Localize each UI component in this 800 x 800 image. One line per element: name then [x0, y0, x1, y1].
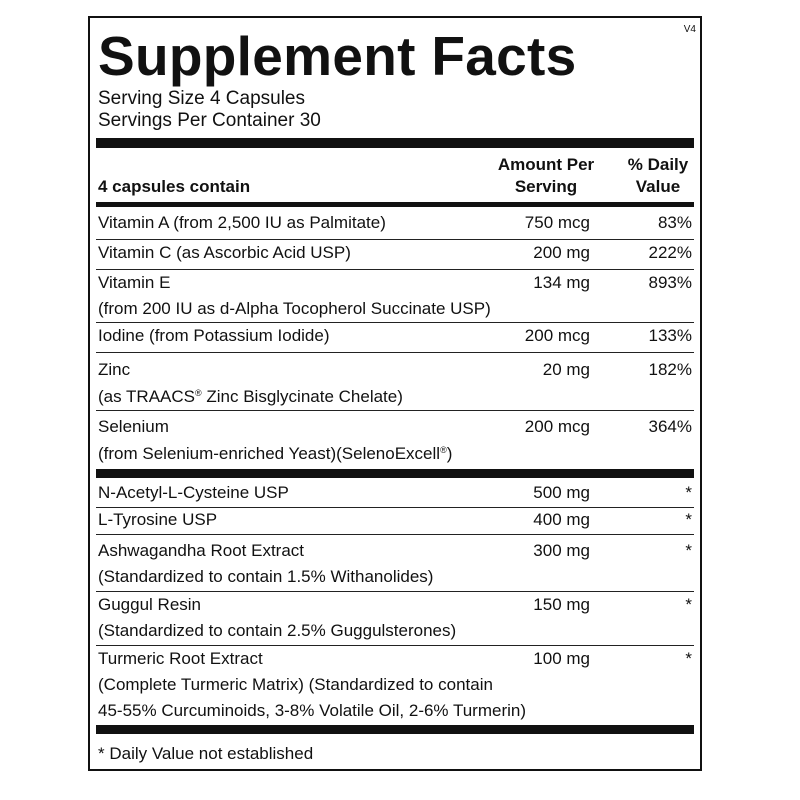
- registered-mark: ®: [440, 445, 447, 455]
- ingredient-dv: *: [685, 595, 692, 614]
- ingredient-amount: 100 mg: [533, 649, 590, 668]
- row-divider: [96, 534, 694, 535]
- ingredient-name: L-Tyrosine USP: [98, 510, 218, 529]
- header-divider: [96, 202, 694, 207]
- panel-title: Supplement Facts: [98, 25, 577, 87]
- ingredient-name: Turmeric Root Extract: [98, 649, 263, 668]
- nutrient-dv: 364%: [648, 417, 692, 436]
- ingredient-name: Guggul Resin: [98, 595, 202, 614]
- nutrient-detail: (from Selenium-enriched Yeast)(SelenoExcell®): [98, 444, 453, 463]
- nutrient-name: Vitamin C (as Ascorbic Acid USP): [98, 243, 351, 262]
- nutrient-name: Iodine (from Potassium Iodide): [98, 326, 330, 345]
- ingredient-dv: *: [685, 510, 692, 529]
- nutrient-detail: (as TRAACS® Zinc Bisglycinate Chelate): [98, 387, 403, 406]
- section-divider: [96, 469, 694, 478]
- nutrient-dv: 182%: [648, 360, 692, 379]
- footnote: * Daily Value not established: [98, 744, 314, 763]
- nutrient-name: Vitamin A (from 2,500 IU as Palmitate): [98, 213, 386, 232]
- registered-mark: ®: [195, 388, 202, 398]
- nutrient-dv: 222%: [648, 243, 692, 262]
- ingredient-detail-line2: 45-55% Curcuminoids, 3-8% Volatile Oil, 2-6% Turmerin): [98, 701, 527, 720]
- ingredient-dv: *: [685, 483, 692, 502]
- nutrient-name: Selenium: [98, 417, 169, 436]
- ingredient-dv: *: [685, 541, 692, 560]
- nutrient-dv: 83%: [657, 213, 692, 232]
- contents-header: 4 capsules contain: [98, 177, 251, 196]
- nutrient-amount: 20 mg: [542, 360, 590, 379]
- nutrient-amount: 200 mcg: [524, 326, 590, 345]
- servings-per-container: Servings Per Container 30: [98, 110, 321, 131]
- dv-header-line1: % Daily: [627, 155, 689, 174]
- ingredient-name: N-Acetyl-L-Cysteine USP: [98, 483, 289, 502]
- nutrient-dv: 133%: [648, 326, 692, 345]
- row-divider: [96, 352, 694, 353]
- nutrient-amount: 750 mcg: [524, 213, 590, 232]
- nutrient-amount: 200 mcg: [524, 417, 590, 436]
- ingredient-detail: (Standardized to contain 2.5% Guggulsterones): [98, 621, 457, 640]
- nutrient-amount: 200 mg: [533, 243, 590, 262]
- ingredient-amount: 150 mg: [533, 595, 590, 614]
- version-code: V4: [683, 24, 696, 35]
- ingredient-dv: *: [685, 649, 692, 668]
- amount-header-line2: Serving: [514, 177, 578, 196]
- dv-header-line2: Value: [635, 177, 681, 196]
- ingredient-amount: 400 mg: [533, 510, 590, 529]
- nutrient-detail: (from 200 IU as d-Alpha Tocopherol Succinate USP): [98, 299, 491, 318]
- serving-size: Serving Size 4 Capsules: [98, 88, 305, 109]
- ingredient-name: Ashwagandha Root Extract: [98, 541, 305, 560]
- ingredient-amount: 300 mg: [533, 541, 590, 560]
- ingredient-detail: (Standardized to contain 1.5% Withanolides): [98, 567, 434, 586]
- nutrient-amount: 134 mg: [533, 273, 590, 292]
- bottom-divider: [96, 725, 694, 734]
- nutrient-name: Zinc: [98, 360, 131, 379]
- nutrient-name: Vitamin E: [98, 273, 171, 292]
- supplement-facts-panel: [88, 16, 702, 771]
- row-divider: [96, 269, 694, 270]
- amount-header-line1: Amount Per: [497, 155, 595, 174]
- nutrient-dv: 893%: [648, 273, 692, 292]
- ingredient-detail: (Complete Turmeric Matrix) (Standardized to contain: [98, 675, 493, 694]
- thick-divider: [96, 138, 694, 148]
- ingredient-amount: 500 mg: [533, 483, 590, 502]
- row-divider: [96, 410, 694, 411]
